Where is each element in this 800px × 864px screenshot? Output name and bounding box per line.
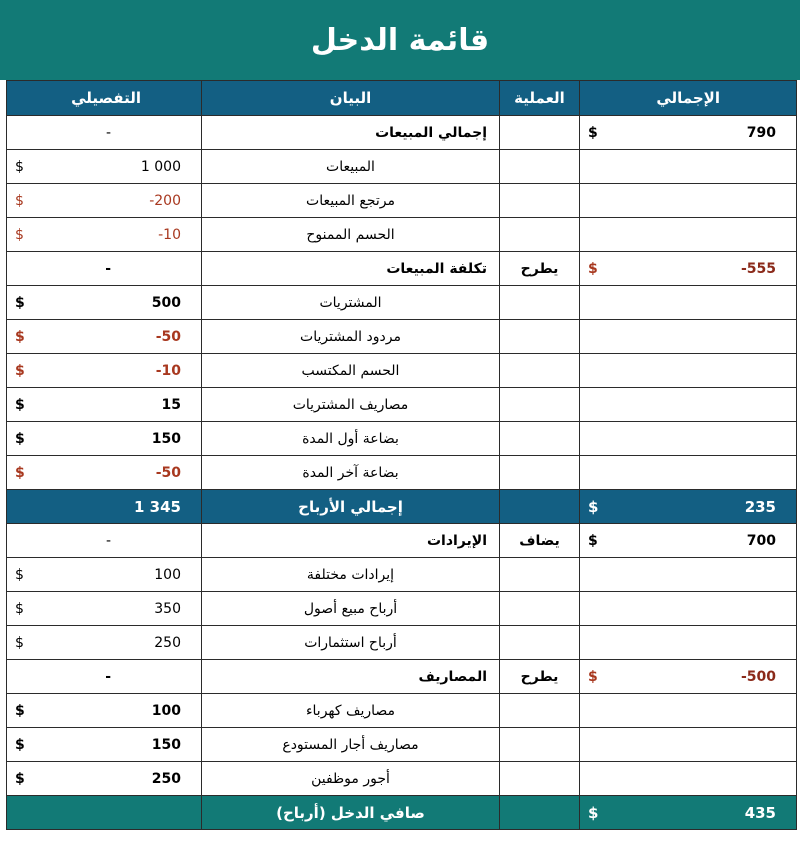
currency-symbol: $ bbox=[588, 532, 598, 549]
operation-cell[interactable] bbox=[500, 218, 580, 252]
operation-cell[interactable] bbox=[500, 728, 580, 762]
total-cell[interactable] bbox=[580, 116, 797, 150]
description-cell[interactable]: الحسم المكتسب bbox=[202, 354, 500, 388]
description-cell[interactable]: المصاريف bbox=[202, 660, 500, 694]
currency-symbol: $ bbox=[15, 770, 25, 787]
operation-cell[interactable] bbox=[500, 592, 580, 626]
description-cell[interactable]: الحسم الممنوح bbox=[202, 218, 500, 252]
total-cell[interactable] bbox=[580, 252, 797, 286]
total-cell[interactable] bbox=[580, 762, 797, 796]
description-cell[interactable]: أرباح مبيع أصول bbox=[202, 592, 500, 626]
detail-cell[interactable] bbox=[7, 150, 202, 184]
detail-value: 150 bbox=[151, 736, 181, 753]
description-cell[interactable]: إجمالي المبيعات bbox=[202, 116, 500, 150]
description-cell[interactable]: أرباح استثمارات bbox=[202, 626, 500, 660]
total-value: 235 bbox=[744, 497, 776, 516]
currency-symbol: $ bbox=[15, 226, 24, 243]
income-table bbox=[6, 80, 797, 830]
detail-value: - bbox=[105, 668, 111, 685]
detail-cell[interactable] bbox=[7, 184, 202, 218]
operation-cell[interactable] bbox=[500, 490, 580, 524]
detail-value: 250 bbox=[151, 770, 181, 787]
total-cell[interactable] bbox=[580, 490, 797, 524]
detail-cell[interactable] bbox=[7, 116, 202, 150]
header-operation: العملية bbox=[500, 81, 580, 116]
currency-symbol: $ bbox=[15, 736, 25, 753]
detail-value: -50 bbox=[155, 328, 181, 345]
operation-cell[interactable] bbox=[500, 354, 580, 388]
detail-cell[interactable] bbox=[7, 592, 202, 626]
currency-symbol: $ bbox=[588, 124, 598, 141]
detail-value: 250 bbox=[154, 634, 181, 651]
description-cell[interactable]: صافي الدخل (أرباح) bbox=[202, 796, 500, 830]
operation-cell[interactable] bbox=[500, 456, 580, 490]
description-cell[interactable]: إجمالي الأرباح bbox=[202, 490, 500, 524]
header-description: البيان bbox=[202, 81, 500, 116]
total-cell[interactable] bbox=[580, 320, 797, 354]
detail-value: 500 bbox=[151, 294, 181, 311]
operation-cell[interactable]: يضاف bbox=[500, 524, 580, 558]
detail-value: - bbox=[105, 260, 111, 277]
total-cell[interactable] bbox=[580, 422, 797, 456]
operation-cell[interactable] bbox=[500, 320, 580, 354]
total-cell[interactable] bbox=[580, 286, 797, 320]
description-cell[interactable]: مرتجع المبيعات bbox=[202, 184, 500, 218]
operation-cell[interactable] bbox=[500, 762, 580, 796]
operation-cell[interactable]: يطرح bbox=[500, 660, 580, 694]
currency-symbol: $ bbox=[588, 668, 598, 685]
operation-cell[interactable] bbox=[500, 694, 580, 728]
detail-value: -10 bbox=[155, 362, 181, 379]
currency-symbol: $ bbox=[15, 328, 25, 345]
description-cell[interactable]: المشتريات bbox=[202, 286, 500, 320]
table-row bbox=[7, 218, 797, 252]
total-value: 435 bbox=[744, 803, 776, 822]
header-row bbox=[7, 81, 797, 116]
description-cell[interactable]: مصاريف كهرباء bbox=[202, 694, 500, 728]
total-cell[interactable] bbox=[580, 388, 797, 422]
total-cell[interactable] bbox=[580, 796, 797, 830]
currency-symbol: $ bbox=[15, 702, 25, 719]
operation-cell[interactable] bbox=[500, 116, 580, 150]
table-row bbox=[7, 524, 797, 558]
description-cell[interactable]: بضاعة آخر المدة bbox=[202, 456, 500, 490]
table-row bbox=[7, 252, 797, 286]
operation-cell[interactable] bbox=[500, 626, 580, 660]
detail-cell[interactable] bbox=[7, 252, 202, 286]
total-value: -555 bbox=[740, 260, 776, 277]
table-row bbox=[7, 150, 797, 184]
detail-cell[interactable] bbox=[7, 660, 202, 694]
header-total: الإجمالي bbox=[580, 81, 797, 116]
currency-symbol: $ bbox=[588, 260, 598, 277]
table-row bbox=[7, 762, 797, 796]
detail-value: 350 bbox=[154, 600, 181, 617]
currency-symbol: $ bbox=[15, 362, 25, 379]
detail-value: -200 bbox=[149, 192, 181, 209]
total-value: 790 bbox=[746, 124, 776, 141]
detail-value: - bbox=[105, 532, 111, 549]
operation-cell[interactable] bbox=[500, 388, 580, 422]
total-cell[interactable] bbox=[580, 660, 797, 694]
table-row bbox=[7, 354, 797, 388]
detail-cell[interactable] bbox=[7, 694, 202, 728]
detail-cell[interactable] bbox=[7, 422, 202, 456]
table-row bbox=[7, 592, 797, 626]
total-cell[interactable] bbox=[580, 592, 797, 626]
total-cell[interactable] bbox=[580, 524, 797, 558]
detail-value: 100 bbox=[151, 702, 181, 719]
operation-cell[interactable] bbox=[500, 796, 580, 830]
description-cell[interactable]: مصاريف أجار المستودع bbox=[202, 728, 500, 762]
detail-cell[interactable] bbox=[7, 388, 202, 422]
currency-symbol: $ bbox=[15, 634, 24, 651]
description-cell[interactable]: المبيعات bbox=[202, 150, 500, 184]
currency-symbol: $ bbox=[588, 497, 599, 516]
total-cell[interactable] bbox=[580, 728, 797, 762]
total-cell[interactable] bbox=[580, 354, 797, 388]
description-cell[interactable]: بضاعة أول المدة bbox=[202, 422, 500, 456]
detail-cell[interactable] bbox=[7, 490, 202, 524]
detail-cell[interactable] bbox=[7, 320, 202, 354]
table-row bbox=[7, 694, 797, 728]
table-row bbox=[7, 660, 797, 694]
table-row bbox=[7, 184, 797, 218]
table-row bbox=[7, 490, 797, 524]
currency-symbol: $ bbox=[15, 566, 24, 583]
detail-cell[interactable] bbox=[7, 524, 202, 558]
total-cell[interactable] bbox=[580, 456, 797, 490]
total-cell[interactable] bbox=[580, 626, 797, 660]
currency-symbol: $ bbox=[15, 158, 24, 175]
detail-value: 100 bbox=[154, 566, 181, 583]
detail-value: 1 345 bbox=[134, 497, 181, 516]
detail-cell[interactable] bbox=[7, 286, 202, 320]
header-detail: التفصيلي bbox=[7, 81, 202, 116]
detail-cell[interactable] bbox=[7, 728, 202, 762]
detail-cell[interactable] bbox=[7, 456, 202, 490]
description-cell[interactable]: تكلفة المبيعات bbox=[202, 252, 500, 286]
operation-cell[interactable] bbox=[500, 422, 580, 456]
table-row bbox=[7, 422, 797, 456]
description-cell[interactable]: مردود المشتريات bbox=[202, 320, 500, 354]
detail-cell[interactable] bbox=[7, 218, 202, 252]
detail-cell[interactable] bbox=[7, 762, 202, 796]
total-cell[interactable] bbox=[580, 558, 797, 592]
currency-symbol: $ bbox=[15, 396, 25, 413]
detail-value: -50 bbox=[155, 464, 181, 481]
description-cell[interactable]: إيرادات مختلفة bbox=[202, 558, 500, 592]
detail-value: 15 bbox=[161, 396, 181, 413]
total-cell[interactable] bbox=[580, 150, 797, 184]
detail-value: - bbox=[105, 124, 111, 141]
table-row bbox=[7, 728, 797, 762]
detail-value: -10 bbox=[158, 226, 181, 243]
detail-cell[interactable] bbox=[7, 796, 202, 830]
operation-cell[interactable] bbox=[500, 184, 580, 218]
operation-cell[interactable]: يطرح bbox=[500, 252, 580, 286]
table-row bbox=[7, 456, 797, 490]
table-row bbox=[7, 796, 797, 830]
total-cell[interactable] bbox=[580, 694, 797, 728]
detail-value: 1 000 bbox=[140, 158, 181, 175]
currency-symbol: $ bbox=[588, 803, 599, 822]
table-row bbox=[7, 558, 797, 592]
total-value: 700 bbox=[746, 532, 776, 549]
table-row bbox=[7, 388, 797, 422]
currency-symbol: $ bbox=[15, 192, 24, 209]
table-row bbox=[7, 286, 797, 320]
description-cell[interactable]: الإيرادات bbox=[202, 524, 500, 558]
operation-cell[interactable] bbox=[500, 150, 580, 184]
currency-symbol: $ bbox=[15, 600, 24, 617]
description-cell[interactable]: أجور موظفين bbox=[202, 762, 500, 796]
currency-symbol: $ bbox=[15, 294, 25, 311]
detail-cell[interactable] bbox=[7, 354, 202, 388]
currency-symbol: $ bbox=[15, 430, 25, 447]
table-row bbox=[7, 116, 797, 150]
table-row bbox=[7, 320, 797, 354]
operation-cell[interactable] bbox=[500, 558, 580, 592]
total-cell[interactable] bbox=[580, 218, 797, 252]
page-title: قائمة الدخل bbox=[0, 0, 800, 80]
operation-cell[interactable] bbox=[500, 286, 580, 320]
total-value: -500 bbox=[740, 668, 776, 685]
detail-cell[interactable] bbox=[7, 558, 202, 592]
currency-symbol: $ bbox=[15, 464, 25, 481]
description-cell[interactable]: مصاريف المشتريات bbox=[202, 388, 500, 422]
detail-cell[interactable] bbox=[7, 626, 202, 660]
total-cell[interactable] bbox=[580, 184, 797, 218]
detail-value: 150 bbox=[151, 430, 181, 447]
table-body bbox=[7, 116, 797, 830]
table-row bbox=[7, 626, 797, 660]
